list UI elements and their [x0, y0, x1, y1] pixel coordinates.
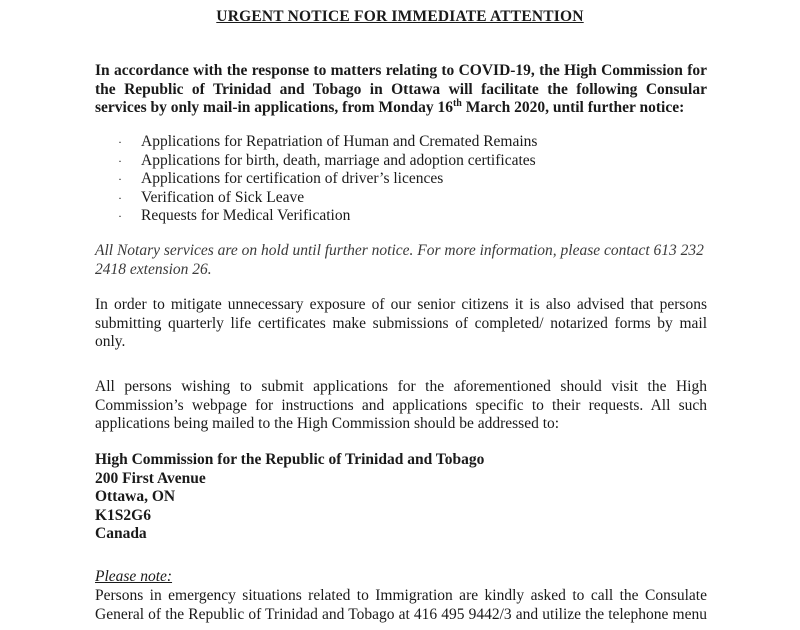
list-item [118, 133, 537, 152]
address-line-street: 200 First Avenue [95, 469, 206, 487]
service-item-text: Applications for certification of driver’s licences [141, 170, 444, 187]
intro-paragraph [95, 62, 707, 118]
address-line-city: Ottawa, ON [95, 488, 176, 505]
notary-notice: All Notary services are on hold until further notice. For more information, please contact 613 232 2418 extension 26. [95, 242, 704, 278]
service-item-text: Verification of Sick Leave [141, 188, 305, 206]
date-ordinal-suffix: th [452, 97, 462, 109]
bullet-marker: · [118, 190, 122, 205]
notice-title: URGENT NOTICE FOR IMMEDIATE ATTENTION [216, 8, 584, 25]
address-line-name: High Commission for the Republic of Trinidad and Tobago [95, 451, 485, 468]
mailing-address [95, 451, 484, 544]
list-item [118, 189, 537, 208]
service-item-text: Applications for birth, death, marriage and adoption certificates [141, 151, 536, 169]
bullet-marker: · [118, 209, 122, 223]
address-line-country: Canada [95, 525, 147, 542]
address-line-postal-code: K1S2G6 [95, 506, 151, 524]
services-list [118, 133, 537, 226]
submission-notice: All persons wishing to submit applications for the aforementioned should visit the High Commission’s webpage for instructions and applications specific to their requests. All such applications being mailed to the High Commission should be addressed to: [95, 378, 707, 432]
list-item [118, 170, 537, 189]
service-item-text: Applications for Repatriation of Human and Cremated Remains [141, 133, 538, 150]
bullet-marker: · [118, 172, 122, 186]
note-body: Persons in emergency situations related to Immigration are kindly asked to call the Consulate General of the Republic of Trinidad and Tobago at 416 495 9442/3 and utilize the telephone menu [95, 587, 707, 623]
bullet-marker: · [118, 135, 122, 149]
seniors-notice: In order to mitigate unnecessary exposure of our senior citizens it is also advised that persons submitting quarterly life certificates make submissions of completed/ notarized forms by mail only. [95, 296, 707, 350]
intro-text-before-date: In accordance with the response to matters relating to COVID-19, the High Commission for the Republic of Trinidad and Tobago in Ottawa will facilitate the following Consular services by only mail-in applications, from Monday 16 [95, 62, 707, 116]
service-item-text: Requests for Medical Verification [141, 207, 351, 224]
bullet-marker: · [118, 153, 122, 168]
intro-text-after-date: March 2020, until further notice: [461, 99, 685, 116]
list-item [118, 152, 537, 171]
note-heading: Please note: [95, 568, 173, 585]
list-item [118, 207, 537, 226]
